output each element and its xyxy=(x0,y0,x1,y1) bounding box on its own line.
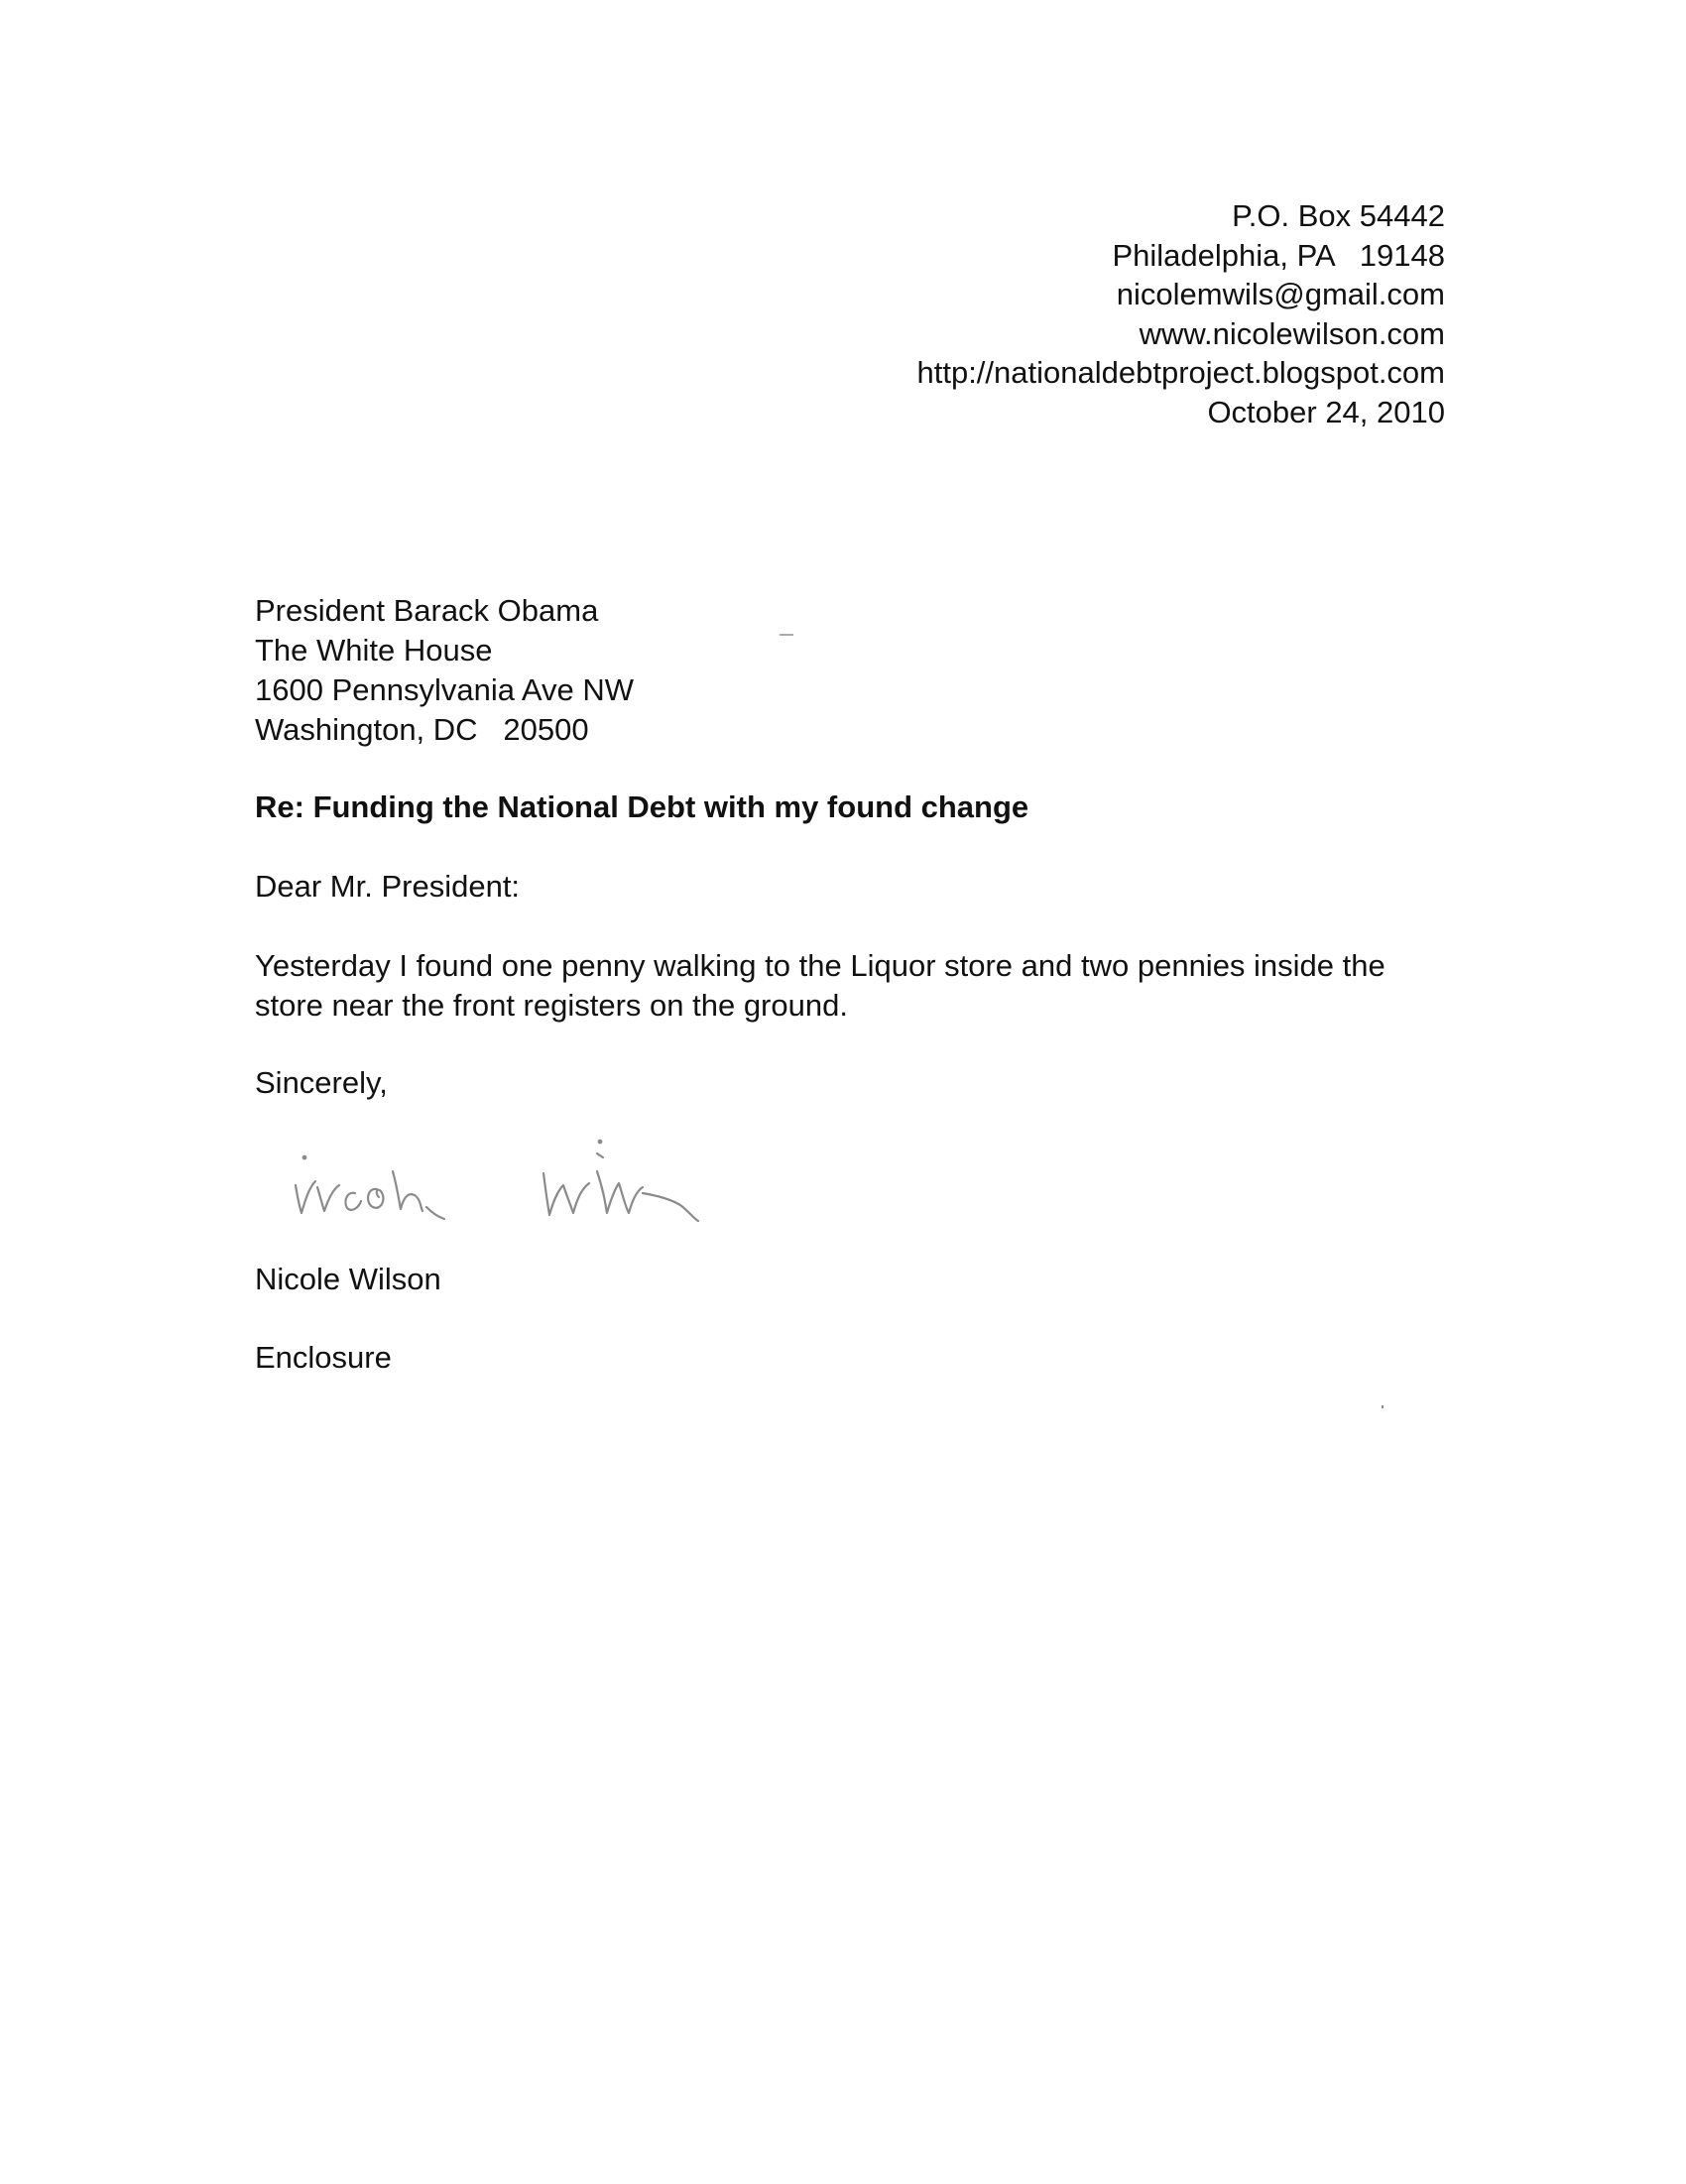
sender-email: nicolemwils@gmail.com xyxy=(1116,277,1445,311)
sender-address-block xyxy=(916,196,1445,431)
signature-icon xyxy=(288,1136,793,1245)
recipient-address-block xyxy=(255,591,634,750)
scan-speck xyxy=(1382,1405,1384,1408)
subject-line: Re: Funding the National Debt with my found change xyxy=(255,789,1029,824)
sender-po-box: P.O. Box 54442 xyxy=(1232,198,1445,233)
recipient-organization: The White House xyxy=(255,633,493,667)
recipient-name: President Barack Obama xyxy=(255,593,599,628)
letter-body: Yesterday I found one penny walking to the Liquor store and two pennies inside the store near the front registers on the ground. xyxy=(255,948,1385,1023)
enclosure-note: Enclosure xyxy=(255,1340,392,1375)
sender-city-line: Philadelphia, PA 19148 xyxy=(1112,237,1445,273)
letter-date: October 24, 2010 xyxy=(1207,394,1445,429)
sender-website: www.nicolewilson.com xyxy=(1139,315,1445,351)
recipient-city-line: Washington, DC 20500 xyxy=(255,712,589,747)
salutation: Dear Mr. President: xyxy=(255,869,521,904)
signer-name: Nicole Wilson xyxy=(255,1262,441,1296)
sender-blog: http://nationaldebtproject.blogspot.com xyxy=(916,355,1445,390)
recipient-street: 1600 Pennsylvania Ave NW xyxy=(255,672,634,707)
scan-speck xyxy=(780,634,793,636)
closing: Sincerely, xyxy=(255,1065,388,1100)
